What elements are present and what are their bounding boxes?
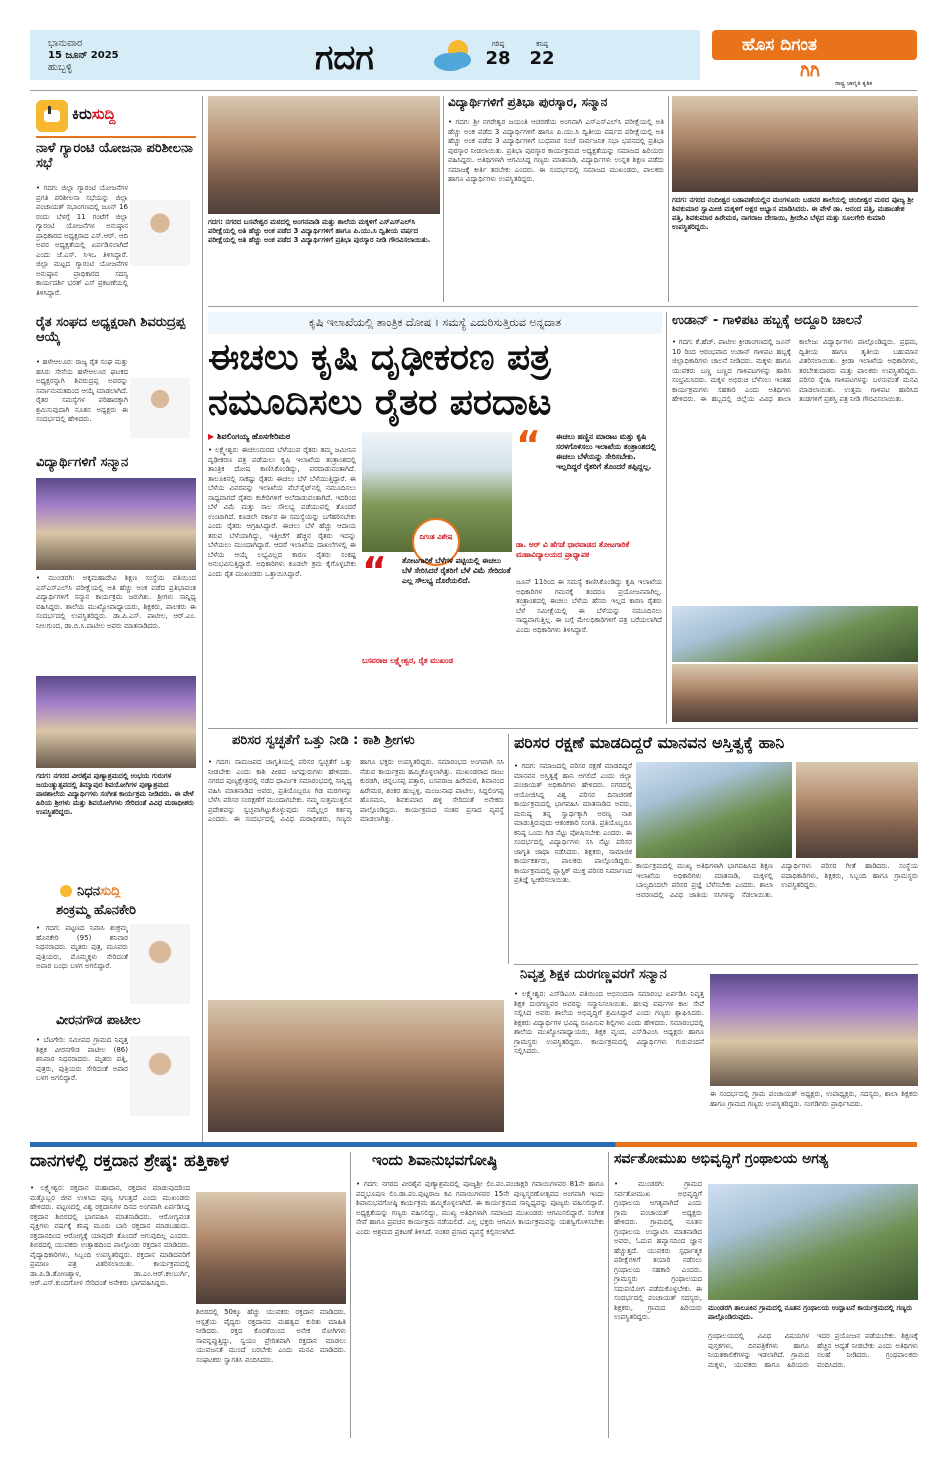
- parisara-headline: ಪರಿಸರ ರಕ್ಷಣೆ ಮಾಡದಿದ್ದರೆ ಮಾನವನ ಅಸ್ತಿತ್ವಕ್ಕೆ ಹಾನಿ: [514, 734, 785, 752]
- lead-kicker-bar: [208, 312, 662, 334]
- granthalaya-body-2: ಗ್ರಂಥಾಲಯದಲ್ಲಿ ವಿವಿಧ ವಿಷಯಗಳ ಪುಸ್ತಕಗಳು, ದಿನಪತ್ರಿಕೆಗಳು ಹಾಗೂ ನಿಯತಕಾಲಿಕೆಗಳನ್ನು ಇಡಲಾಗಿದೆ. ಗ್ರಾಮದ ಮಕ್ಕಳು, ಯುವಕರು ಹಾಗೂ ಹಿರಿಯರು ಇದರ ಪ್ರಯೋಜನ ಪಡೆಯಬೇಕು. ಶಿಕ್ಷಣಕ್ಕೆ ಹೆಚ್ಚಿನ ಆದ್ಯತೆ ನೀಡಬೇಕು ಎಂದು ಅತಿಥಿಗಳು ಸಲಹೆ ನೀಡಿದರು. ಗ್ರಂಥಪಾಲಕರು ವಂದಿಸಿದರು.: [708, 1332, 918, 1369]
- lead-headline-1: ಈಚಲು ಕೃಷಿ ದೃಢೀಕರಣ ಪತ್ರ: [208, 337, 551, 378]
- quote-mark-1: “: [516, 430, 541, 460]
- udan-body: • ಗದಗ: ಕೆ.ಹೆಚ್. ಪಾಟೀಲ ಕ್ರೀಡಾಂಗಣದಲ್ಲಿ ಜೂನ್ 10 ರಿಂದ ಆರಂಭವಾದ ಉಡಾನ್ ಗಾಳಿಪಟ ಹಬ್ಬಕ್ಕೆ ಜಿಲ್ಲಾಧಿಕಾರಿಗಳು ಚಾಲನೆ ನೀಡಿದರು. ಮಕ್ಕಳು ಹಾಗೂ ಯುವಕರು ಬಣ್ಣ ಬಣ್ಣದ ಗಾಳಿಪಟಗಳನ್ನು ಹಾರಿಸಿ ಸಂಭ್ರಮಿಸಿದರು. ಮಕ್ಕಳ ಅಭಿರುಚಿ ಬೆಳೆಸಲು ಇಂತಹ ಕಾರ್ಯಕ್ರಮಗಳು ಸಹಕಾರಿ ಎಂದು ಅತಿಥಿಗಳು ಹೇಳಿದರು. ಈ ಹಬ್ಬದಲ್ಲಿ ಜಿಲ್ಲೆಯ ವಿವಿಧ ಶಾಲಾ ಕಾಲೇಜು ವಿದ್ಯಾರ್ಥಿಗಳು ಪಾಲ್ಗೊಂಡಿದ್ದರು. ಪ್ರಥಮ, ದ್ವಿತೀಯ ಹಾಗೂ ತೃತೀಯ ಬಹುಮಾನ ವಿತರಿಸಲಾಯಿತು. ಕ್ರೀಡಾ ಇಲಾಖೆಯ ಅಧಿಕಾರಿಗಳು, ತರಬೇತುದಾರರು ಮತ್ತು ಪಾಲಕರು ಉಪಸ್ಥಿತರಿದ್ದರು. ಪರಿಸರ ಸ್ನೇಹಿ ಗಾಳಿಪಟಗಳನ್ನು ಬಳಸುವಂತೆ ಮನವಿ ಮಾಡಲಾಯಿತು. ಉತ್ತಮ ಗಾಳಿಪಟ ಹಾರಿಸಿದ ತಂಡಗಳಿಗೆ ಪ್ರಶಸ್ತಿ ಪತ್ರ ನೀಡಿ ಗೌರವಿಸಲಾಯಿತು.: [672, 338, 918, 403]
- top-left-caption: ಗದಗ: ನಗರದ ಬಸವೇಶ್ವರ ಮಠದಲ್ಲಿ ಅಂಗನವಾಡಿ ಮತ್ತು ಶಾಲೆಯ ಮಕ್ಕಳಿಗೆ ಎಸ್ಎಸ್ಎಲ್‌ಸಿ ಪರೀಕ್ಷೆಯಲ್ಲಿ ಅತಿ ಹೆಚ್ಚು ಅಂಕ ಪಡೆದ 3 ವಿದ್ಯಾರ್ಥಿಗಳಿಗೆ ಹಾಗೂ ಪಿ.ಯು.ಸಿ ದ್ವಿತೀಯ ವರ್ಷದ ಪರೀಕ್ಷೆಯಲ್ಲಿ ಅತಿ ಹೆಚ್ಚು ಅಂಕ ಪಡೆದ 3 ವಿದ್ಯಾರ್ಥಿಗಳಿಗೆ ಪ್ರತಿಭಾ ಪುರಸ್ಕಾರ ನೀಡಿ ಗೌರವಿಸಲಾಯಿತು.: [208, 218, 431, 244]
- masthead-rule: [30, 90, 917, 91]
- top-right-caption: ಗದಗ: ನಗರದ ನಂದೀಶ್ವರ ಬಡಾವಣೆಯಲ್ಲಿನ ಮಂಗಳೂರು ಬಡವರ ಶಾಲೆಯಲ್ಲಿ ಚಂದೀಶ್ವರ ಮಠದ ಪೂಜ್ಯ ಶ್ರೀ ಶಿವಕುಮಾರ ಸ್ವಾಮೀಜಿ ಮಕ್ಕಳಿಗೆ ಅಕ್ಷರ ಅಭ್ಯಾಸ ಮಾಡಿಸಿದರು. ಈ ವೇಳೆ ಡಾ. ಆನಂದ ಪತ್ತಿ, ಮಹಾಂತೇಶ ಪತ್ತಿ, ಶಿವಕುಮಾರ ಹಿರೇಮಠ, ನಾಗರಾಜ ದೇಸಾಯಿ, ಶ್ರೀದೇವಿ ಬೆಳ್ಳದ ಮತ್ತು ಸೂಲಗೇರಿ ಕುಮಾರಿ ಉಪಸ್ಥಿತರಿದ್ದರು.: [672, 196, 914, 231]
- parisara-photo-2: [796, 762, 918, 858]
- day-label: ಭಾನುವಾರ: [48, 38, 83, 49]
- granthalaya-photo: [708, 1184, 918, 1300]
- temp-max: ಗರಿಷ್ಠ 28: [478, 40, 518, 80]
- section-divider-bar: [30, 1142, 917, 1147]
- lead-quote-2-author: ಬಸವರಾಜ ಲಕ್ಷ್ಮೇಶ್ವರ, ರೈತ ಮುಖಂಡ: [362, 656, 454, 665]
- masthead: [0, 0, 945, 92]
- parisara-body-col2: ಕಾರ್ಯಕ್ರಮದಲ್ಲಿ ಮುಖ್ಯ ಅತಿಥಿಗಳಾಗಿ ಭಾಗವಹಿಸಿದ ಶಿಕ್ಷಣ ಇಲಾಖೆಯ ಅಧಿಕಾರಿಗಳು ಮಾತನಾಡಿ, ಮಕ್ಕಳಲ್ಲಿ ಬಾಲ್ಯದಿಂದಲೇ ಪರಿಸರ ಪ್ರಜ್ಞೆ ಬೆಳೆಸಬೇಕು ಎಂದರು. ಶಾಲಾ ಆವರಣದಲ್ಲಿ ವಿವಿಧ ಜಾತಿಯ ಸಸಿಗಳನ್ನು ನೆಡಲಾಯಿತು. ವಿದ್ಯಾರ್ಥಿಗಳು ಪರಿಸರ ಗೀತೆ ಹಾಡಿದರು. ಸಂಸ್ಥೆಯ ಪದಾಧಿಕಾರಿಗಳು, ಶಿಕ್ಷಕರು, ಸಿಬ್ಬಂದಿ ಹಾಗೂ ಗ್ರಾಮಸ್ಥರು ಉಪಸ್ಥಿತರಿದ್ದರು.: [636, 862, 918, 899]
- pathashala-caption: ಗದಗ: ನಗರದ ವೀರಶೈವ ಪುಣ್ಯಾಶ್ರಮದಲ್ಲಿ ಉಭಯ ಗುರುಗಳ ಜಯಂತ್ಯುತ್ಸವದಲ್ಲಿ ತಿಮ್ಮಾಪುರ ಶಿವಯೋಗಿಗಳ ಪುಣ್ಯಾಶ್ರಮದ ಪಾಠಶಾಲೆಯ ವಿದ್ಯಾರ್ಥಿಗಳು ಸಂಗೀತ ಕಾರ್ಯಕ್ರಮ ನೀಡಿದರು. ಈ ವೇಳೆ ಹಿರಿಯ ಶ್ರೀಗಳು ಮತ್ತು ಶಿವಯೋಗಿಗಳು ಸೇರಿದಂತೆ ವಿವಿಧ ಮಠಾಧೀಶರು ಉಪಸ್ಥಿತರಿದ್ದರು.: [36, 772, 194, 816]
- nivrutta-photo: [710, 974, 918, 1086]
- lead-body-col1: • ಲಕ್ಷ್ಮೇಶ್ವರ: ಈಚಲುಮರದ ಬೆಳೆಯುವ ರೈತರು ತಮ್ಮ ಜಮೀನಿನ ದೃಢೀಕರಣ ಪತ್ರ ಪಡೆಯಲು ಕೃಷಿ ಇಲಾಖೆಯ ತಂತ್ರಾಂಶದಲ್ಲಿ ತಾಂತ್ರಿಕ ದೋಷ ಕಾಣಿಸಿಕೊಂಡಿದ್ದು, ಪರದಾಡುವಂತಾಗಿದೆ. ತಾಲೂಕಿನಲ್ಲಿ ಸಾಕಷ್ಟು ರೈತರು ಈಚಲು ಬೆಳೆ ಬೆಳೆಯುತ್ತಿದ್ದಾರೆ. ಈ ಬೆಳೆಯ ವಿವರವನ್ನು ಇಲಾಖೆಯ ವೆಬ್‌ಸೈಟ್‌ನಲ್ಲಿ ನಮೂದಿಸಲು ಸಾಧ್ಯವಾಗದೆ ರೈತರು ಕಚೇರಿಗಳಿಗೆ ಅಲೆದಾಡುವಂತಾಗಿದೆ. ಇದರಿಂದ ಬೆಳೆ ವಿಮೆ ಮತ್ತು ಸಾಲ ಸೌಲಭ್ಯ ಪಡೆಯುವಲ್ಲಿ ತೊಂದರೆ ಉಂಟಾಗಿದೆ. ಕೂಡಲೇ ಸರ್ಕಾರ ಈ ಸಮಸ್ಯೆಯನ್ನು ಬಗೆಹರಿಸಬೇಕು ಎಂದು ರೈತರು ಆಗ್ರಹಿಸಿದ್ದಾರೆ. ಈಚಲು ಬೆಳೆ ಹೆಚ್ಚು ಆದಾಯ ತರುವ ಬೆಳೆಯಾಗಿದ್ದು, ಇತ್ತೀಚೆಗೆ ಹೆಚ್ಚಿನ ರೈತರು ಇದನ್ನು ಬೆಳೆಯಲು ಮುಂದಾಗಿದ್ದಾರೆ. ಆದರೆ ಇಲಾಖೆಯ ದಾಖಲೆಗಳಲ್ಲಿ ಈ ಬೆಳೆಯ ಆಯ್ಕೆ ಲಭ್ಯವಿಲ್ಲದ ಕಾರಣ ರೈತರು ಸಂಕಷ್ಟ ಅನುಭವಿಸುತ್ತಿದ್ದಾರೆ. ಅಧಿಕಾರಿಗಳು ಕೂಡಲೇ ಕ್ರಮ ಕೈಗೊಳ್ಳಬೇಕು ಎಂದು ರೈತ ಮುಖಂಡರು ಒತ್ತಾಯಿಸಿದ್ದಾರೆ.: [208, 446, 356, 578]
- students-body: • ಮುಂಡರಗಿ: ಅಕ್ಕಮಹಾದೇವಿ ಶಿಕ್ಷಣ ಸಂಸ್ಥೆಯ ವತಿಯಿಂದ ಎಸ್ಎಸ್ಎಲ್‌ಸಿ ಪರೀಕ್ಷೆಯಲ್ಲಿ ಅತಿ ಹೆಚ್ಚು ಅಂಕ ಪಡೆದ ಪ್ರತಿಭಾವಂತ ವಿದ್ಯಾರ್ಥಿಗಳಿಗೆ ಸನ್ಮಾನ ಕಾರ್ಯಕ್ರಮ ಜರುಗಿತು. ಶ್ರೀಗಳು ಸಾನ್ನಿಧ್ಯ ವಹಿಸಿದ್ದರು. ಶಾಲೆಯ ಮುಖ್ಯೋಪಾಧ್ಯಾಯರು, ಶಿಕ್ಷಕರು, ಪಾಲಕರು ಈ ಸಂದರ್ಭದಲ್ಲಿ ಉಪಸ್ಥಿತರಿದ್ದರು. ಡಾ.ಪಿ.ಎಸ್. ಪಾಟೀಲ, ಆರ್.ಎಂ. ನೀಲಗುಂದ, ಡಾ.ಬಿ.ಸಿ.ಪಾಟೀಲ ಅವರು ಮಾತನಾಡಿದರು.: [36, 574, 196, 630]
- kashi-body: • ಗದಗ: ನಾಮಜಪದ ಜಾಗೃತಿಯಲ್ಲಿ ಪರಿಸರ ಸ್ವಚ್ಛತೆಗೆ ಒತ್ತು ನೀಡಬೇಕು ಎಂದು ಕಾಶಿ ಪೀಠದ ಜಗದ್ಗುರುಗಳು ಹೇಳಿದರು. ನಗರದ ಪುಣ್ಯಕ್ಷೇತ್ರದಲ್ಲಿ ನಡೆದ ಧಾರ್ಮಿಕ ಸಮಾರಂಭದಲ್ಲಿ ಸಾನ್ನಿಧ್ಯ ವಹಿಸಿ ಮಾತನಾಡಿದ ಅವರು, ಪ್ರತಿಯೊಬ್ಬರೂ ಗಿಡ ಮರಗಳನ್ನು ಬೆಳೆಸಿ ಪರಿಸರ ಸಂರಕ್ಷಣೆಗೆ ಮುಂದಾಗಬೇಕು. ನಮ್ಮ ಸುತ್ತಮುತ್ತಲಿನ ಪ್ರದೇಶವನ್ನು ಸ್ವಚ್ಛವಾಗಿಟ್ಟುಕೊಳ್ಳುವುದು ನಮ್ಮೆಲ್ಲರ ಕರ್ತವ್ಯ ಎಂದರು. ಈ ಸಂದರ್ಭದಲ್ಲಿ ವಿವಿಧ ಮಠಾಧೀಶರು, ಗಣ್ಯರು ಹಾಗೂ ಭಕ್ತರು ಉಪಸ್ಥಿತರಿದ್ದರು. ಸಮಾರಂಭದ ಅಂಗವಾಗಿ ಸಸಿ ನೆಡುವ ಕಾರ್ಯಕ್ರಮ ಹಮ್ಮಿಕೊಳ್ಳಲಾಗಿತ್ತು. ಮುಖಂಡರಾದ ರಾಜು ಕುರಡಗಿ, ಚನ್ನಬಸಪ್ಪ ಪತ್ತಾರ, ಬಸವರಾಜ ಹಿರೇಮಠ, ಶಿವಾನಂದ ಹಿರೇಮಠ, ಶಂಕರ ಹುಬ್ಬಳ್ಳಿ, ಮಂಜುನಾಥ ಪಾಟೀಲ, ಸಿದ್ದಲಿಂಗಪ್ಪ ಹೊಸಮನಿ, ಶಿವಕುಮಾರ ಹಳ್ಳಿ ಸೇರಿದಂತೆ ಅನೇಕರು ಪಾಲ್ಗೊಂಡಿದ್ದರು. ಕಾರ್ಯಕ್ರಮದ ನಂತರ ಪ್ರಸಾದ ವ್ಯವಸ್ಥೆ ಮಾಡಲಾಗಿತ್ತು.: [208, 758, 504, 823]
- top-right-photo: [672, 96, 918, 192]
- lead-quote-1-author: ಡಾ. ಆರ್ ವಿ ಹೆಗಡೆ ಧಾರವಾಡದ ತೋಟಗಾರಿಕೆ ಮಹಾವಿದ್ಯಾಲಯದ ಪ್ರಾಧ್ಯಾಪಕ: [516, 540, 630, 559]
- kite-hill-photo: [672, 606, 918, 662]
- pathashala-photo: [36, 676, 196, 768]
- students-photo: [36, 478, 196, 570]
- top-mid-body: • ಗದಗ: ಶ್ರೀ ನಗರೇಶ್ವರ ಜಯಂತಿ ಆಚರಣೆಯ ಅಂಗವಾಗಿ ಎಸ್ಎಸ್ಎಲ್‌ಸಿ ಪರೀಕ್ಷೆಯಲ್ಲಿ ಅತಿ ಹೆಚ್ಚು ಅಂಕ ಪಡೆದ 3 ವಿದ್ಯಾರ್ಥಿಗಳಿಗೆ ಹಾಗೂ ಪಿ.ಯು.ಸಿ ದ್ವಿತೀಯ ವರ್ಷದ ಪರೀಕ್ಷೆಯಲ್ಲಿ ಅತಿ ಹೆಚ್ಚು ಅಂಕ ಪಡೆದ 3 ವಿದ್ಯಾರ್ಥಿಗಳಿಗೆ ಬುಧವಾರ ಸಂಜೆ ಸಾರ್ವಜನಿಕ ಸಭಾ ಭವನದಲ್ಲಿ ಪ್ರತಿಭಾ ಪುರಸ್ಕಾರ ನೀಡಲಾಯಿತು. ಪ್ರತಿಭಾ ಪುರಸ್ಕಾರ ಕಾರ್ಯಕ್ರಮದ ಅಧ್ಯಕ್ಷತೆಯನ್ನು ಸಮಾಜದ ಹಿರಿಯರು ವಹಿಸಿದ್ದರು. ಅತಿಥಿಗಳಾಗಿ ಆಗಮಿಸಿದ್ದ ಗಣ್ಯರು ಮಾತನಾಡಿ, ವಿದ್ಯಾರ್ಥಿಗಳು ಉನ್ನತ ಶಿಕ್ಷಣ ಪಡೆದು ಸಮಾಜಕ್ಕೆ ಕೀರ್ತಿ ತರಬೇಕು ಎಂದರು. ಈ ಸಂದರ್ಭದಲ್ಲಿ ಸಮಾಜದ ಮುಖಂಡರು, ಪಾಲಕರು ಹಾಗೂ ವಿದ್ಯಾರ್ಥಿಗಳು ಉಪಸ್ಥಿತರಿದ್ದರು.: [448, 118, 664, 183]
- weather-cloud-icon: [428, 36, 476, 76]
- registration-marks-right: [850, 1444, 900, 1452]
- obit-1-name: ಶಂಕ್ರಮ್ಮ ಹೊನಕೇರಿ: [56, 904, 136, 918]
- top-mid-headline: ವಿದ್ಯಾರ್ಥಿಗಳಿಗೆ ಪ್ರತಿಭಾ ಪುರಸ್ಕಾರ, ಸನ್ಮಾನ: [448, 96, 608, 109]
- shivanubhava-headline: ಇಂದು ಶಿವಾನುಭವಗೋಷ್ಠಿ: [372, 1152, 498, 1169]
- raitasangha-body: • ಹಳೇಆಲೂರ: ರಾಜ್ಯ ರೈತ ಸಂಘ ಮತ್ತು ಹಸಿರು ಸೇನೆಯ ಹಳೇಆಲೂರ ಘಟಕದ ಅಧ್ಯಕ್ಷರನ್ನಾಗಿ ಶಿವರುದ್ರಪ್ಪ ಅವರನ್ನು ಸರ್ವಾನುಮತದಿಂದ ಆಯ್ಕೆ ಮಾಡಲಾಗಿದೆ. ರೈತರ ಸಮಸ್ಯೆಗಳ ಪರಿಹಾರಕ್ಕಾಗಿ ಶ್ರಮಿಸುವುದಾಗಿ ನೂತನ ಅಧ್ಯಕ್ಷರು ಈ ಸಂದರ್ಭದಲ್ಲಿ ಹೇಳಿದರು.: [36, 358, 128, 423]
- raktadaana-photo: [196, 1192, 346, 1304]
- students-headline: ವಿದ್ಯಾರ್ಥಿಗಳಿಗೆ ಸನ್ಮಾನ: [36, 456, 129, 470]
- obit-2-photo: [130, 1036, 190, 1116]
- megaphone-icon: [36, 100, 68, 132]
- kirusuddi-badge: [36, 100, 68, 132]
- kirusuddi-underline: [36, 136, 196, 138]
- registration-marks-left: [90, 1444, 140, 1452]
- nivrutta-headline: ನಿವೃತ್ತ ಶಿಕ್ಷಕ ದುರಗಣ್ಣವರಗೆ ಸನ್ಮಾನ: [520, 968, 667, 982]
- obit-1-photo: [130, 924, 190, 1004]
- city-label: ಹುಬ್ಬಳ್ಳಿ: [48, 62, 73, 73]
- date-block: [48, 38, 178, 86]
- left-col-rule: [202, 96, 203, 1146]
- obit-1-body: • ಗದಗ: ಪಟ್ಟಣದ ನಿವಾಸಿ ಶಂಕ್ರಮ್ಮ ಹೊನಕೇರಿ (95) ಶನಿವಾರ ನಿಧನರಾದರು. ಮೃತರು ಪುತ್ರ, ಮೂವರು ಪುತ್ರಿಯರು, ಮೊಮ್ಮಕ್ಕಳು ಸೇರಿದಂತೆ ಅಪಾರ ಬಂಧು ಬಳಗ ಅಗಲಿದ್ದಾರೆ.: [36, 924, 128, 970]
- shivarudrappa-photo: [130, 378, 190, 438]
- udan-headline: ಉಡಾನ್ - ಗಾಳಿಪಟ ಹಬ್ಬಕ್ಕೆ ಅದ್ದೂರಿ ಚಾಲನೆ: [672, 314, 862, 328]
- raktadaana-body-col2: ಶಿಬಿರದಲ್ಲಿ 50ಕ್ಕೂ ಹೆಚ್ಚು ಯುವಕರು ರಕ್ತದಾನ ಮಾಡಿದರು. ಆಸ್ಪತ್ರೆಯ ವೈದ್ಯರು ರಕ್ತದಾನದ ಮಹತ್ವದ ಕುರಿತು ಮಾಹಿತಿ ನೀಡಿದರು. ರಕ್ತದ ಕೊರತೆಯಿಂದ ಅನೇಕ ರೋಗಿಗಳು ಸಾವನ್ನಪ್ಪುತ್ತಿದ್ದು, ಸ್ವಯಂ ಪ್ರೇರಿತವಾಗಿ ರಕ್ತದಾನ ಮಾಡಲು ಯುವಜನತೆ ಮುಂದೆ ಬರಬೇಕು ಎಂದು ಮನವಿ ಮಾಡಿದರು. ಸಂಘಟಕರು ಸ್ವಾಗತಿಸಿ ವಂದಿಸಿದರು.: [196, 1308, 346, 1364]
- nidhana-badge: ನಿಧನಸುದ್ದಿ: [60, 880, 200, 898]
- lead-quote-2: ತೋಟಗಾರಿಕೆ ಬೆಳೆಗಳ ಪಟ್ಟಿಯಲ್ಲಿ ಈಚಲು ಬೆಳೆ ಸೇರಿಸಿದರೆ ರೈತರಿಗೆ ಬೆಳೆ ವಿಮೆ ಸೇರಿದಂತೆ ಎಲ್ಲ ಸೌಲಭ್ಯ ದೊರೆಯಲಿದೆ.: [402, 556, 511, 585]
- granthalaya-caption: ಮುಂಡರಗಿ ತಾಲೂಕಿನ ಗ್ರಾಮದಲ್ಲಿ ನೂತನ ಗ್ರಂಥಾಲಯ ಉದ್ಘಾಟನೆ ಕಾರ್ಯಕ್ರಮದಲ್ಲಿ ಗಣ್ಯರು ಪಾಲ್ಗೊಂಡಿರುವುದು.: [708, 1304, 913, 1321]
- section-title: ಗದಗ: [315, 38, 374, 78]
- granthalaya-headline: ಸರ್ವತೋಮುಖ ಅಭಿವೃದ್ಧಿಗೆ ಗ್ರಂಥಾಲಯ ಅಗತ್ಯ: [614, 1152, 829, 1167]
- date-label: 15 ಜೂನ್ 2025: [48, 50, 119, 61]
- nivrutta-body-2: ಈ ಸಂದರ್ಭದಲ್ಲಿ ಗ್ರಾಮ ಪಂಚಾಯತ್ ಅಧ್ಯಕ್ಷರು, ಉಪಾಧ್ಯಕ್ಷರು, ಸದಸ್ಯರು, ಶಾಲಾ ಶಿಕ್ಷಕರು ಹಾಗೂ ಗ್ರಾಮದ ಗಣ್ಯರು ಉಪಸ್ಥಿತರಿದ್ದರು. ಸಂಗಡಿಗರು ಪ್ರಾರ್ಥಿಸಿದರು.: [710, 1090, 918, 1108]
- brand-logo: [712, 30, 917, 60]
- quote-mark-2: “: [362, 556, 387, 586]
- guarantee-headline: ನಾಳೆ ಗ್ಯಾರಂಟಿ ಯೋಜನಾ ಪರಿಶೀಲನಾ ಸಭೆ: [36, 142, 193, 171]
- raitasangha-headline: ರೈತ ಸಂಘದ ಅಧ್ಯಕ್ಷರಾಗಿ ಶಿವರುದ್ರಪ್ಪ ಆಯ್ಕೆ: [36, 316, 186, 345]
- kashi-headline: ಪರಿಸರ ಸ್ವಚ್ಛತೆಗೆ ಒತ್ತು ನೀಡಿ : ಕಾಶಿ ಶ್ರೀಗಳು: [232, 734, 415, 748]
- lead-headline-2: ನಮೂದಿಸಲು ರೈತರ ಪರದಾಟ: [208, 382, 552, 423]
- obit-2-name: ವೀರನಗೌಡ ಪಾಟೀಲ: [56, 1014, 141, 1028]
- digantha-vishesha-logo: ದಿಗಂತ ವಿಶೇಷ: [412, 518, 460, 566]
- nivrutta-body: • ಲಕ್ಷ್ಮೇಶ್ವರ: ಎಸ್‌ಡಿಎಂಸಿ ವತಿಯಿಂದ ಅಭಿನಂದನಾ ಸಮಾರಂಭ ಏರ್ಪಡಿಸಿ ನಿವೃತ್ತ ಶಿಕ್ಷಕ ದುರಗಣ್ಣವರ ಅವರನ್ನು ಸನ್ಮಾನಿಸಲಾಯಿತು. ಹಲವು ವರ್ಷಗಳ ಕಾಲ ಸೇವೆ ಸಲ್ಲಿಸಿದ ಅವರು ಶಾಲೆಯ ಅಭಿವೃದ್ಧಿಗೆ ಶ್ರಮಿಸಿದ್ದಾರೆ ಎಂದು ಗಣ್ಯರು ಶ್ಲಾಘಿಸಿದರು. ಶಿಕ್ಷಕರು ವಿದ್ಯಾರ್ಥಿಗಳ ಭವಿಷ್ಯ ರೂಪಿಸುವ ಶಿಲ್ಪಿಗಳು ಎಂದು ಹೇಳಿದರು. ಸಮಾರಂಭದಲ್ಲಿ ಶಾಲೆಯ ಮುಖ್ಯೋಪಾಧ್ಯಾಯರು, ಶಿಕ್ಷಕ ವೃಂದ, ಎಸ್‌ಡಿಎಂಸಿ ಅಧ್ಯಕ್ಷರು ಹಾಗೂ ಗ್ರಾಮಸ್ಥರು ಉಪಸ್ಥಿತರಿದ್ದರು. ಕಾರ್ಯಕ್ರಮದಲ್ಲಿ ವಿದ್ಯಾರ್ಥಿಗಳು ಗುರುವಂದನೆ ಸಲ್ಲಿಸಿದರು.: [514, 990, 704, 1055]
- guarantee-person-photo: [130, 200, 190, 266]
- registration-marks-center: [440, 1444, 490, 1452]
- temp-max-value: 28: [485, 48, 511, 69]
- guarantee-body: • ಗದಗ: ಜಿಲ್ಲಾ ಗ್ಯಾರಂಟಿ ಯೋಜನೆಗಳ ಪ್ರಗತಿ ಪರಿಶೀಲನಾ ಸಭೆಯನ್ನು ಜಿಲ್ಲಾ ಪಂಚಾಯತ್ ಸಭಾಂಗಣದಲ್ಲಿ ಜೂನ್ 16 ರಂದು ಬೆಳಗ್ಗೆ 11 ಗಂಟೆಗೆ ಜಿಲ್ಲಾ ಗ್ಯಾರಂಟಿ ಯೋಜನೆಗಳ ಅನುಷ್ಠಾನ ಪ್ರಾಧಿಕಾರದ ಅಧ್ಯಕ್ಷರಾದ ಎಸ್.ಆರ್. ಆದಿ ಅವರ ಅಧ್ಯಕ್ಷತೆಯಲ್ಲಿ ಏರ್ಪಡಿಸಲಾಗಿದೆ ಎಂದು ಜೆ.ಎಸ್. ಸಿಇಒ ತಿಳಿಸಿದ್ದಾರೆ. ಜಿಲ್ಲಾ ಮಟ್ಟದ ಗ್ಯಾರಂಟಿ ಯೋಜನೆಗಳ ಅನುಷ್ಠಾನ ಪ್ರಾಧಿಕಾರದ ಸದಸ್ಯ ಕಾರ್ಯದರ್ಶಿ ಭರತ್ ಎಸ್ ಪ್ರಕಟಣೆಯಲ್ಲಿ ತಿಳಿಸಿದ್ದಾರೆ.: [36, 184, 128, 297]
- raktadaana-body-col1: • ಲಕ್ಷ್ಮೇಶ್ವರ: ರಕ್ತದಾನ ಮಹಾದಾನ, ರಕ್ತದಾನ ಮಾಡುವುದರಿಂದ ಮತ್ತೊಬ್ಬರ ಜೀವ ಉಳಿಸಿದ ಪುಣ್ಯ ಸಿಗುತ್ತದೆ ಎಂದು ಮುಖಂಡರು ಹೇಳಿದರು. ಪಟ್ಟಣದಲ್ಲಿ ವಿಶ್ವ ರಕ್ತದಾನಿಗಳ ದಿನದ ಅಂಗವಾಗಿ ಏರ್ಪಡಿಸಿದ್ದ ರಕ್ತದಾನ ಶಿಬಿರದಲ್ಲಿ ಭಾಗವಹಿಸಿ ಮಾತನಾಡಿದರು. ಆರೋಗ್ಯವಂತ ವ್ಯಕ್ತಿಗಳು ವರ್ಷಕ್ಕೆ ಕನಿಷ್ಠ ಮೂರು ಬಾರಿ ರಕ್ತದಾನ ಮಾಡಬಹುದು. ರಕ್ತದಾನದಿಂದ ಆರೋಗ್ಯಕ್ಕೆ ಯಾವುದೇ ತೊಂದರೆ ಆಗುವುದಿಲ್ಲ ಎಂದರು. ಶಿಬಿರದಲ್ಲಿ ಯುವಕರು ಉತ್ಸಾಹದಿಂದ ಪಾಲ್ಗೊಂಡು ರಕ್ತದಾನ ಮಾಡಿದರು. ವೈದ್ಯಾಧಿಕಾರಿಗಳು, ಸಿಬ್ಬಂದಿ ಉಪಸ್ಥಿತರಿದ್ದರು. ರಕ್ತದಾನ ಮಾಡಿದವರಿಗೆ ಪ್ರಮಾಣ ಪತ್ರ ವಿತರಿಸಲಾಯಿತು. ಕಾರ್ಯಕ್ರಮದಲ್ಲಿ ಡಾ.ಪಿ.ಡಿ.ತೋಣಶ್ಯಾಳ, ಡಾ.ಎಂ.ಆರ್.ಕಲಬುರ್ಗಿ, ಆರ್.ಎಸ್.ಕುಂದಗೋಳ ಸೇರಿದಂತೆ ಅನೇಕರು ಭಾಗವಹಿಸಿದ್ದರು.: [30, 1184, 190, 1287]
- temp-min-value: 22: [529, 48, 555, 69]
- lead-kicker: ಕೃಷಿ ಇಲಾಖೆಯಲ್ಲಿ ತಾಂತ್ರಿಕ ದೋಷ । ಸಮಸ್ಯೆ ಎದುರಿಸುತ್ತಿರುವ ಅನ್ನದಾತ: [308, 316, 562, 329]
- brand-mark: ಗಿಗಿ: [800, 60, 820, 81]
- lead-quote-1: ಈಚಲು ಹಣ್ಣಿನ ಮಾರಾಟ ಮತ್ತು ಕೃಷಿ ಸರಳಗೊಳಿಸಲು ಇಲಾಖೆಯ ತಂತ್ರಾಂಶದಲ್ಲಿ ಈಚಲು ಬೆಳೆಯನ್ನು ಸೇರಿಸಬೇಕು. ಇಲ್ಲದಿದ್ದರೆ ರೈತರಿಗೆ ತೊಂದರೆ ತಪ್ಪಿದ್ದಲ್ಲ.: [556, 432, 656, 471]
- parisara-photo-1: [636, 762, 792, 858]
- brand-tagline: ರಾಷ್ಟ್ರ ಜಾಗೃತಿ ಕೃತಿಕ: [835, 80, 873, 87]
- shivanubhava-body: • ಗದಗ: ನಗರದ ವೀರಶೈವ ಪುಣ್ಯಾಶ್ರಮದಲ್ಲಿ ಪೂಜ್ಯಶ್ರೀ ಲಿಂ.ಪಂ.ಪಂಚಾಕ್ಷರಿ ಗವಾಯಿಗಳವರ 81ನೇ ಹಾಗೂ ಪದ್ಮಭೂಷಣ ಲಿಂ.ಡಾ.ಪಂ.ಪುಟ್ಟರಾಜ ಕವಿ ಗವಾಯಿಗಳವರ 15ನೇ ಪುಣ್ಯಸ್ಮರಣೋತ್ಸವದ ಅಂಗವಾಗಿ ಇಂದು ಶಿವಾನುಭವಗೋಷ್ಠಿ ಕಾರ್ಯಕ್ರಮ ಹಮ್ಮಿಕೊಳ್ಳಲಾಗಿದೆ. ಈ ಕಾರ್ಯಕ್ರಮದ ಸಾನ್ನಿಧ್ಯವನ್ನು ಪೂಜ್ಯರು ವಹಿಸಲಿದ್ದಾರೆ. ಅಧ್ಯಕ್ಷತೆಯನ್ನು ಗಣ್ಯರು ವಹಿಸಲಿದ್ದು, ಮುಖ್ಯ ಅತಿಥಿಗಳಾಗಿ ಸಮಾಜದ ಮುಖಂಡರು ಆಗಮಿಸಲಿದ್ದಾರೆ. ಸಂಗೀತ ಸೇವೆ ಹಾಗೂ ಪ್ರವಚನ ಕಾರ್ಯಕ್ರಮ ನಡೆಯಲಿದೆ. ಎಲ್ಲ ಭಕ್ತರು ಆಗಮಿಸಿ ಕಾರ್ಯಕ್ರಮವನ್ನು ಯಶಸ್ವಿಗೊಳಿಸಬೇಕು ಎಂದು ಆಶ್ರಮದ ಪ್ರಕಟಣೆ ತಿಳಿಸಿದೆ. ನಂತರ ಪ್ರಸಾದ ವ್ಯವಸ್ಥೆ ಕಲ್ಪಿಸಲಾಗಿದೆ.: [356, 1180, 604, 1236]
- brand-name: ಹೊಸ ದಿಗಂತ: [742, 35, 817, 55]
- lead-byline: ▶ ಶಿವಲಿಂಗಯ್ಯ ಹೊಸಗೇರಿಮಠ: [208, 432, 291, 441]
- lead-body-col3: ಜೂನ್ 11ರಿಂದ ಈ ಸಮಸ್ಯೆ ಕಾಣಿಸಿಕೊಂಡಿದ್ದು ಕೃಷಿ ಇಲಾಖೆಯ ಅಧಿಕಾರಿಗಳ ಗಮನಕ್ಕೆ ತಂದರೂ ಪ್ರಯೋಜನವಾಗಿಲ್ಲ. ತಂತ್ರಾಂಶದಲ್ಲಿ ಈಚಲು ಬೆಳೆಯ ಹೆಸರು ಇಲ್ಲದ ಕಾರಣ ರೈತರು ಬೆಳೆ ಸಮೀಕ್ಷೆಯಲ್ಲಿ ಈ ಬೆಳೆಯನ್ನು ನಮೂದಿಸಲು ಸಾಧ್ಯವಾಗುತ್ತಿಲ್ಲ. ಈ ಬಗ್ಗೆ ಮೇಲಧಿಕಾರಿಗಳಿಗೆ ಪತ್ರ ಬರೆಯಲಾಗಿದೆ ಎಂದು ಅಧಿಕಾರಿಗಳು ತಿಳಿಸಿದ್ದಾರೆ.: [516, 578, 662, 634]
- temp-min: ಕನಿಷ್ಠ 22: [522, 40, 562, 80]
- granthalaya-body: • ಮುಂಡರಗಿ: ಗ್ರಾಮದ ಸರ್ವತೋಮುಖ ಅಭಿವೃದ್ಧಿಗೆ ಗ್ರಂಥಾಲಯ ಅಗತ್ಯವಾಗಿದೆ ಎಂದು ಗ್ರಾಮ ಪಂಚಾಯತ್ ಅಧ್ಯಕ್ಷರು ಹೇಳಿದರು. ಗ್ರಾಮದಲ್ಲಿ ನೂತನ ಗ್ರಂಥಾಲಯ ಉದ್ಘಾಟಿಸಿ ಮಾತನಾಡಿದ ಅವರು, ಓದುವ ಹವ್ಯಾಸದಿಂದ ಜ್ಞಾನ ಹೆಚ್ಚುತ್ತದೆ. ಯುವಕರು ಸ್ಪರ್ಧಾತ್ಮಕ ಪರೀಕ್ಷೆಗಳಿಗೆ ತಯಾರಿ ನಡೆಸಲು ಗ್ರಂಥಾಲಯ ಸಹಕಾರಿ ಎಂದರು. ಗ್ರಾಮಸ್ಥರು ಗ್ರಂಥಾಲಯದ ಸದುಪಯೋಗ ಪಡೆದುಕೊಳ್ಳಬೇಕು. ಈ ಸಂದರ್ಭದಲ್ಲಿ ಪಂಚಾಯತ್ ಸದಸ್ಯರು, ಶಿಕ್ಷಕರು, ಗ್ರಾಮದ ಹಿರಿಯರು ಉಪಸ್ಥಿತರಿದ್ದರು.: [614, 1180, 702, 1321]
- top-left-photo: [208, 96, 440, 214]
- kirusuddi-label: ಕಿರುಸುದ್ದಿ: [72, 106, 116, 123]
- kashi-photo: [208, 1000, 504, 1132]
- parisara-body-col1: • ಗದಗ: ಸಮಾಜದಲ್ಲಿ ಪರಿಸರ ರಕ್ಷಣೆ ಮಾಡದಿದ್ದರೆ ಮಾನವನ ಅಸ್ತಿತ್ವಕ್ಕೆ ಹಾನಿ ಆಗಲಿದೆ ಎಂದು ಜಿಲ್ಲಾ ಪಂಚಾಯತ್ ಅಧಿಕಾರಿಗಳು ಹೇಳಿದರು. ನಗರದಲ್ಲಿ ಆಯೋಜಿಸಿದ್ದ ವಿಶ್ವ ಪರಿಸರ ದಿನಾಚರಣೆ ಕಾರ್ಯಕ್ರಮದಲ್ಲಿ ಭಾಗವಹಿಸಿ ಮಾತನಾಡಿದ ಅವರು, ಮನುಷ್ಯ ತನ್ನ ಸ್ವಾರ್ಥಕ್ಕಾಗಿ ಅರಣ್ಯ ನಾಶ ಮಾಡುತ್ತಿರುವುದು ಆತಂಕಕಾರಿ ಸಂಗತಿ. ಪ್ರತಿಯೊಬ್ಬರೂ ಕನಿಷ್ಠ ಒಂದು ಗಿಡ ನೆಟ್ಟು ಪೋಷಿಸಬೇಕು ಎಂದರು. ಈ ಸಂದರ್ಭದಲ್ಲಿ ವಿದ್ಯಾರ್ಥಿಗಳು ಸಸಿ ನೆಟ್ಟು ಪರಿಸರ ಜಾಗೃತಿ ಜಾಥಾ ನಡೆಸಿದರು. ಶಿಕ್ಷಕರು, ಸಾಮಾಜಿಕ ಕಾರ್ಯಕರ್ತರು, ಪಾಲಕರು ಪಾಲ್ಗೊಂಡಿದ್ದರು. ಕಾರ್ಯಕ್ರಮದಲ್ಲಿ ಪ್ಲಾಸ್ಟಿಕ್ ಮುಕ್ತ ಪರಿಸರ ನಿರ್ಮಾಣದ ಪ್ರತಿಜ್ಞೆ ಸ್ವೀಕರಿಸಲಾಯಿತು.: [514, 762, 632, 884]
- obit-2-body: • ಬೆಟಗೇರಿ: ಸಮೀಪದ ಗ್ರಾಮದ ನಿವೃತ್ತ ಶಿಕ್ಷಕ ವೀರನಗೌಡ ಪಾಟೀಲ (86) ಶನಿವಾರ ನಿಧನರಾದರು. ಮೃತರು ಪತ್ನಿ, ಪುತ್ರರು, ಪುತ್ರಿಯರು ಸೇರಿದಂತೆ ಅಪಾರ ಬಳಗ ಅಗಲಿದ್ದಾರೆ.: [36, 1036, 128, 1082]
- lamp-icon: [60, 885, 72, 897]
- kite-group-photo: [672, 664, 918, 722]
- raktadaana-headline: ದಾನಗಳಲ್ಲಿ ರಕ್ತದಾನ ಶ್ರೇಷ್ಠ: ಹತ್ತಿಕಾಳ: [30, 1152, 230, 1171]
